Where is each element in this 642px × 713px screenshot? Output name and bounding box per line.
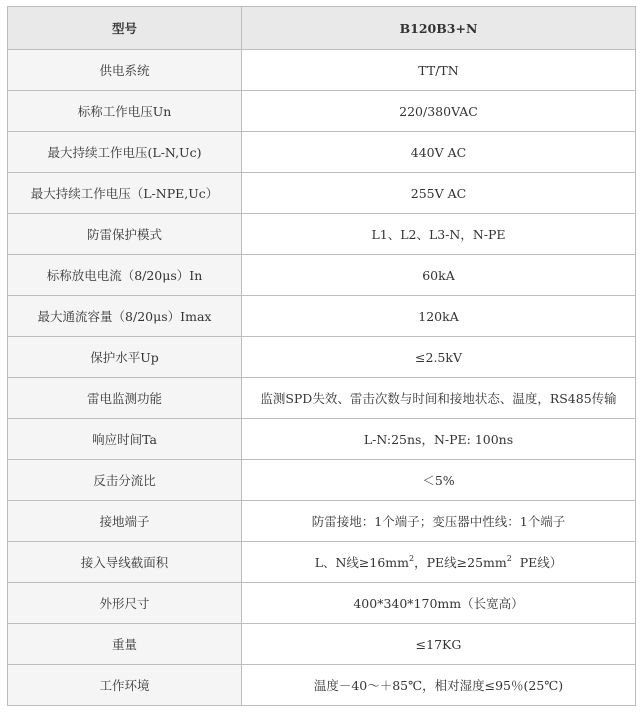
row-label: 工作环境 <box>8 665 242 706</box>
row-value: 220/380VAC <box>242 91 636 132</box>
header-label-cell: 型号 <box>8 7 242 50</box>
row-label: 雷电监测功能 <box>8 378 242 419</box>
superscript-2: 2 <box>409 554 415 563</box>
row-label: 反击分流比 <box>8 460 242 501</box>
row-label: 最大持续工作电压（L-NPE,Uc） <box>8 173 242 214</box>
row-label: 外形尺寸 <box>8 583 242 624</box>
row-value: 温度－40～＋85℃，相对湿度≤95％(25℃) <box>242 665 636 706</box>
table-row <box>8 665 636 706</box>
row-value: 400*340*170mm（长宽高） <box>242 583 636 624</box>
row-value: 监测SPD失效、雷击次数与时间和接地状态、温度，RS485传输 <box>242 378 636 419</box>
table-row <box>8 542 636 583</box>
table-row <box>8 255 636 296</box>
table-row <box>8 132 636 173</box>
table-row <box>8 624 636 665</box>
row-label: 保护水平Up <box>8 337 242 378</box>
table-header-row <box>8 7 636 50</box>
table-row <box>8 337 636 378</box>
row-value: L1、L2、L3-N，N-PE <box>242 214 636 255</box>
row-value: 60kA <box>242 255 636 296</box>
row-value: ≤2.5kV <box>242 337 636 378</box>
row-label: 标称工作电压Un <box>8 91 242 132</box>
row-label: 接入导线截面积 <box>8 542 242 583</box>
table-row <box>8 501 636 542</box>
row-label: 标称放电电流（8/20μs）In <box>8 255 242 296</box>
table-row <box>8 50 636 91</box>
spec-table-container <box>7 6 635 706</box>
table-row <box>8 378 636 419</box>
row-label: 防雷保护模式 <box>8 214 242 255</box>
table-row <box>8 173 636 214</box>
spec-table <box>7 6 636 706</box>
wire-size-text-c: PE线） <box>511 555 563 570</box>
row-value: 防雷接地：1个端子；变压器中性线：1个端子 <box>242 501 636 542</box>
row-value: ≤17KG <box>242 624 636 665</box>
table-row <box>8 91 636 132</box>
row-label: 响应时间Ta <box>8 419 242 460</box>
wire-size-text-a: L、N线≥16mm <box>314 555 410 570</box>
row-label: 最大持续工作电压(L-N,Uc) <box>8 132 242 173</box>
superscript-2: 2 <box>506 554 512 563</box>
row-value: 120kA <box>242 296 636 337</box>
row-value: ＜5% <box>242 460 636 501</box>
table-row <box>8 419 636 460</box>
row-label: 供电系统 <box>8 50 242 91</box>
header-value-cell: B120B3+N <box>242 7 636 50</box>
table-row <box>8 214 636 255</box>
row-label: 重量 <box>8 624 242 665</box>
row-label: 接地端子 <box>8 501 242 542</box>
row-value: L-N:25ns，N-PE: 100ns <box>242 419 636 460</box>
table-row <box>8 583 636 624</box>
table-row <box>8 460 636 501</box>
row-value: 440V AC <box>242 132 636 173</box>
row-value <box>242 542 636 583</box>
table-row <box>8 296 636 337</box>
row-value: 255V AC <box>242 173 636 214</box>
row-value: TT/TN <box>242 50 636 91</box>
wire-size-text-b: ，PE线≥25mm <box>414 555 507 570</box>
row-label: 最大通流容量（8/20μs）Imax <box>8 296 242 337</box>
